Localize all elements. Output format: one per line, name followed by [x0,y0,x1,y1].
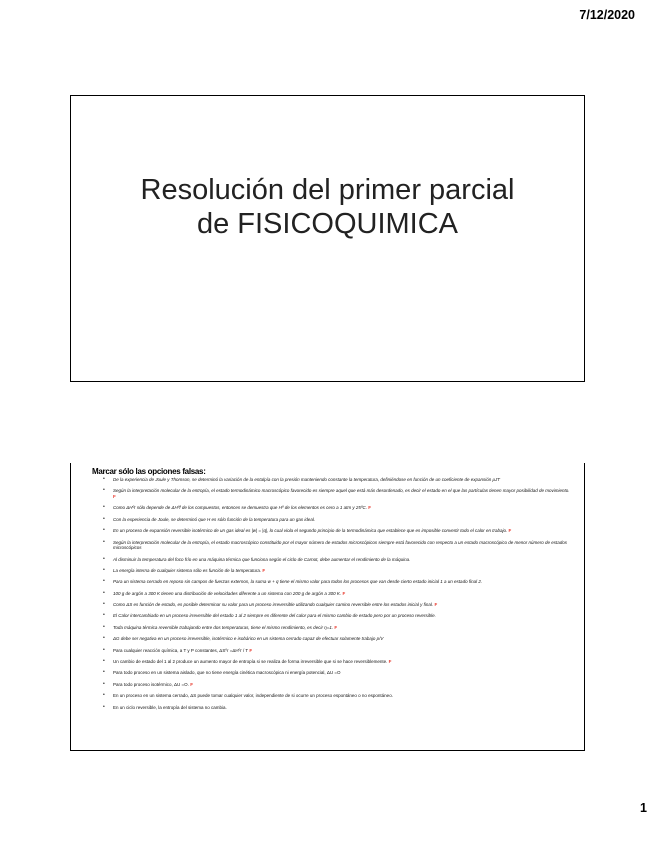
list-item [103,528,573,534]
false-mark: F [113,493,116,499]
false-mark: F [249,647,253,653]
list-item [103,488,573,499]
list-item-text: Según la interpretación molecular de la entropía, el estado macroscópico constituido por el mayor número de estados microscópicos siempre está favorecido con respecto a un estado macroscópico de menor número de estados microscópicos [113,539,567,551]
list-item [103,693,573,699]
list-item-text: Para todo proceso isotérmico, ΔU =O. [113,681,189,687]
false-mark: F [334,624,338,630]
list-item-text: En un proceso en un sistema cerrado, ΔS puede tomar cualquier valor, independiente de si ocurre un proceso espontáneo o no espontáneo. [113,693,393,699]
title-line-2: de FISICOQUIMICA [196,208,459,240]
list-item-text: La energía interna de cualquier sistema sólo es función de la temperatura. [113,567,262,573]
title-line-1: Resolución del primer parcial [140,174,515,206]
list-item [103,557,573,563]
list-item-text: El Calor intercambiado en un proceso irreversible del estado 1 al 2 siempre es diferente del calor para el mismo cambio de estado pero por un proceso reversible. [113,613,436,619]
page-number: 1 [640,801,647,815]
list-item [103,613,573,619]
slide-heading: Marcar sólo las opciones falsas: [92,467,206,476]
list-item-text: Según la interpretación molecular de la entropía, el estado termodinámico macroscópico favorecido es siempre aquel que está más desordenado, es decir el estado en el que las partículas tienen mayor posibilidad de movimiento. [113,488,570,494]
list-item-text: Para un sistema cerrado en reposo sin campos de fuerzas externos, la suma w + q tiene el mismo valor para todos los procesos que van desde cierto estado inicial 1 a un estado final 2. [113,579,483,585]
list-item-text: 100 g de argón a 300 K tienen una distribución de velocidades diferente a un sistema con 200 g de argón a 300 K. [113,590,342,596]
question-list [103,477,573,716]
slide-title [70,95,585,382]
print-date: 7/12/2020 [579,8,635,22]
list-item-text: En un ciclo reversible, la entropía del sistema no cambia. [113,704,227,710]
list-item [103,682,573,688]
false-mark: F [368,505,372,511]
list-item-text: Con la experiencia de Joule, se determinó que H es sólo función de la temperatura para un gas ideal. [113,516,316,522]
list-item [103,591,573,597]
false-mark: F [190,681,193,687]
list-item [103,540,573,551]
list-item [103,517,573,523]
list-item-text: Toda máquina térmica reversible trabajando entre dos temperaturas, tiene el mismo rendimiento, es decir η=1. [113,624,334,630]
list-item-text: Como ΔS es función de estado, es posible determinar su valor para un proceso irreversible utilizando cualquier camino reversible entre los estados inicial y final. [113,602,434,608]
false-mark: F [342,590,346,596]
list-item-text: En un proceso de expansión reversible isotérmico de un gas ideal es |w| = |q|, lo cual viola el segundo principio de la termodinámica que establece que es imposible convertir todo el calor en trabajo. [113,528,508,534]
list-item-text: Como ΔHºr sólo depende de ΔHºf de los compuestos, entonces se demuestra que Hº de los elementos es cero a 1 atm y 25ºC. [113,505,367,511]
list-item-text: Al disminuir la temperatura del foco frío en una máquina térmica que funciona según el ciclo de Carnot, debe aumentar el rendimiento de la máquina. [113,556,411,562]
list-item-text: Para cualquier reacción química, a T y P constantes, ΔSºr =ΔHºr / T [113,647,249,653]
false-mark: F [388,659,392,665]
false-mark: F [262,567,266,573]
list-item-text: De la experiencia de Joule y Thomson, se determinó la variación de la entalpía con la presión manteniendo constante la temperatura, definiéndose en función de un coeficiente de expansión μJT [113,477,500,482]
list-item [103,636,573,642]
false-mark: F [434,602,438,608]
list-item [103,705,573,711]
list-item [103,648,573,654]
list-item-text: ΔG debe ser negativa en un proceso irreversible, isotérmico e isobárico en un sistema cerrado capaz de efectuar solamente trabajo p/V [113,636,384,642]
list-item [103,579,573,585]
list-item-text: Para todo proceso en un sistema aislado, que no tiene energía cinética macroscópica ni energía potencial, ΔU =O [113,670,341,676]
list-item [103,659,573,665]
list-item [103,505,573,511]
false-mark: F [508,528,512,534]
list-item [103,602,573,608]
list-item [103,625,573,631]
list-item-text: Un cambio de estado del 1 al 2 produce un aumento mayor de entropía si se realiza de forma irreversible que si se hace reversiblemente. [113,659,388,665]
list-item [103,477,573,483]
slide-title-text [71,173,584,241]
slide-questions [70,463,585,751]
list-item [103,568,573,574]
list-item [103,670,573,676]
